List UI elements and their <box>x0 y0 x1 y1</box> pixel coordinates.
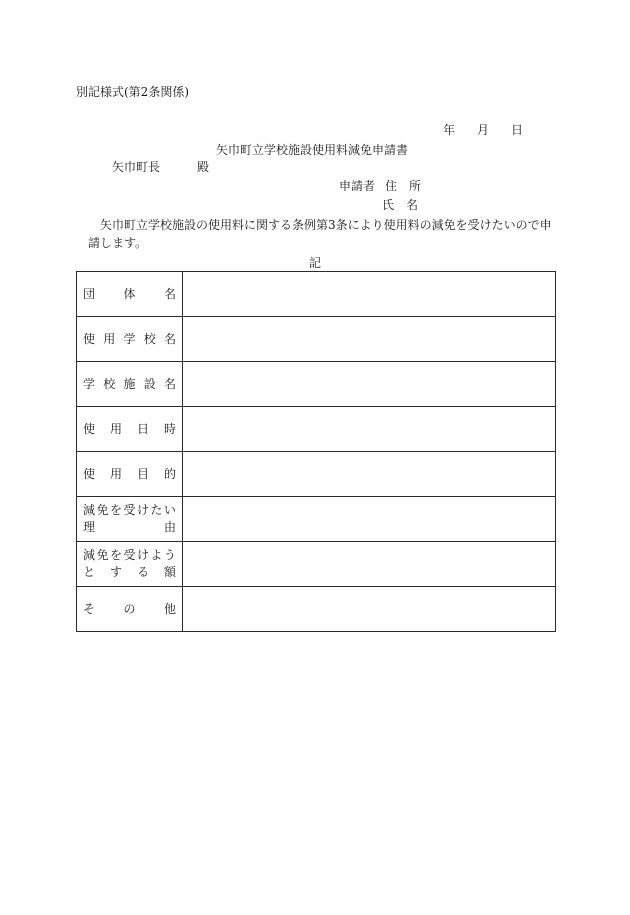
label-char: そ <box>83 602 96 616</box>
school-name-field[interactable] <box>183 317 556 362</box>
label-char: 受 <box>123 548 136 562</box>
label-char: 学 <box>123 332 136 346</box>
label-char: を <box>109 503 122 517</box>
table-row <box>77 317 556 362</box>
row-label-reduction-amount <box>77 542 183 587</box>
date-year-label: 年 <box>443 123 456 137</box>
label-char: 受 <box>123 503 136 517</box>
label-char: る <box>136 565 149 579</box>
two-line-label <box>83 547 176 581</box>
label-char: 時 <box>163 422 176 436</box>
address-label: 住 所 <box>385 179 422 193</box>
label-char: 名 <box>163 332 176 346</box>
label-char: 的 <box>163 467 176 481</box>
date-month-label: 月 <box>477 123 490 137</box>
row-label-facility-name <box>77 362 183 407</box>
label-char: 名 <box>163 377 176 391</box>
label-char: 減 <box>83 548 96 562</box>
label-char: た <box>150 503 163 517</box>
name-label: 氏 名 <box>382 198 419 212</box>
applicant-name-line <box>372 198 418 212</box>
spaced-label <box>83 286 176 302</box>
label-char: 他 <box>163 602 176 616</box>
reduction-amount-field[interactable] <box>183 542 556 587</box>
label-char: う <box>163 548 176 562</box>
table-row <box>77 542 556 587</box>
label-char: 施 <box>123 377 136 391</box>
label-char: 用 <box>109 422 122 436</box>
application-form-table <box>76 271 556 632</box>
label-char: 校 <box>143 332 156 346</box>
usage-purpose-field[interactable] <box>183 452 556 497</box>
label-char: 日 <box>136 422 149 436</box>
two-line-label <box>83 502 176 536</box>
addressee <box>112 160 209 174</box>
row-label-reduction-reason <box>77 497 183 542</box>
label-char: 免 <box>96 503 109 517</box>
label-char: け <box>136 548 149 562</box>
addressee-name: 矢巾町長 <box>112 160 161 174</box>
label-char: す <box>109 565 122 579</box>
label-char: と <box>83 565 96 579</box>
row-label-usage-datetime <box>77 407 183 452</box>
label-line <box>83 564 176 581</box>
row-label-other <box>77 587 183 632</box>
group-name-field[interactable] <box>183 272 556 317</box>
applicant-address-line <box>339 179 421 193</box>
label-char: 体 <box>123 287 136 301</box>
label-char: 目 <box>136 467 149 481</box>
label-char: 理 <box>83 520 96 534</box>
label-char: 使 <box>83 332 96 346</box>
table-row <box>77 272 556 317</box>
label-char: の <box>123 602 136 616</box>
row-label-group-name <box>77 272 183 317</box>
facility-name-field[interactable] <box>183 362 556 407</box>
label-line <box>83 519 176 536</box>
ki-heading: 記 <box>309 256 322 270</box>
spaced-label <box>83 376 176 392</box>
form-reference: 別記様式(第2条関係) <box>76 85 189 99</box>
table-row <box>77 587 556 632</box>
date-line <box>443 123 523 137</box>
document-title: 矢巾町立学校施設使用料減免申請書 <box>216 143 409 157</box>
reduction-reason-field[interactable] <box>183 497 556 542</box>
label-char: け <box>136 503 149 517</box>
label-line <box>83 547 176 564</box>
honorific: 殿 <box>197 160 210 174</box>
label-char: 設 <box>143 377 156 391</box>
row-label-usage-purpose <box>77 452 183 497</box>
label-char: 校 <box>103 377 116 391</box>
body-text-line1: 矢巾町立学校施設の使用料に関する条例第3条により使用料の減免を受けたいので申 <box>100 218 552 232</box>
row-label-school-name <box>77 317 183 362</box>
spaced-label <box>83 601 176 617</box>
label-char: 使 <box>83 467 96 481</box>
date-day-label: 日 <box>511 123 524 137</box>
label-char: 学 <box>83 377 96 391</box>
label-line <box>83 502 176 519</box>
table-row <box>77 452 556 497</box>
body-text-line2: 請します。 <box>88 236 148 250</box>
label-char: 使 <box>83 422 96 436</box>
label-char: 減 <box>83 503 96 517</box>
label-char: 免 <box>96 548 109 562</box>
other-field[interactable] <box>183 587 556 632</box>
label-char: 名 <box>163 287 176 301</box>
table-row <box>77 362 556 407</box>
label-char: 由 <box>163 520 176 534</box>
usage-datetime-field[interactable] <box>183 407 556 452</box>
applicant-label: 申請者 <box>339 179 376 193</box>
label-char: よ <box>150 548 163 562</box>
spaced-label <box>83 421 176 437</box>
label-char: を <box>109 548 122 562</box>
label-char: 用 <box>109 467 122 481</box>
table-row <box>77 407 556 452</box>
spaced-label <box>83 466 176 482</box>
label-char: 用 <box>103 332 116 346</box>
label-char: い <box>163 503 176 517</box>
table-row <box>77 497 556 542</box>
label-char: 団 <box>83 287 96 301</box>
spaced-label <box>83 331 176 347</box>
label-char: 額 <box>163 565 176 579</box>
